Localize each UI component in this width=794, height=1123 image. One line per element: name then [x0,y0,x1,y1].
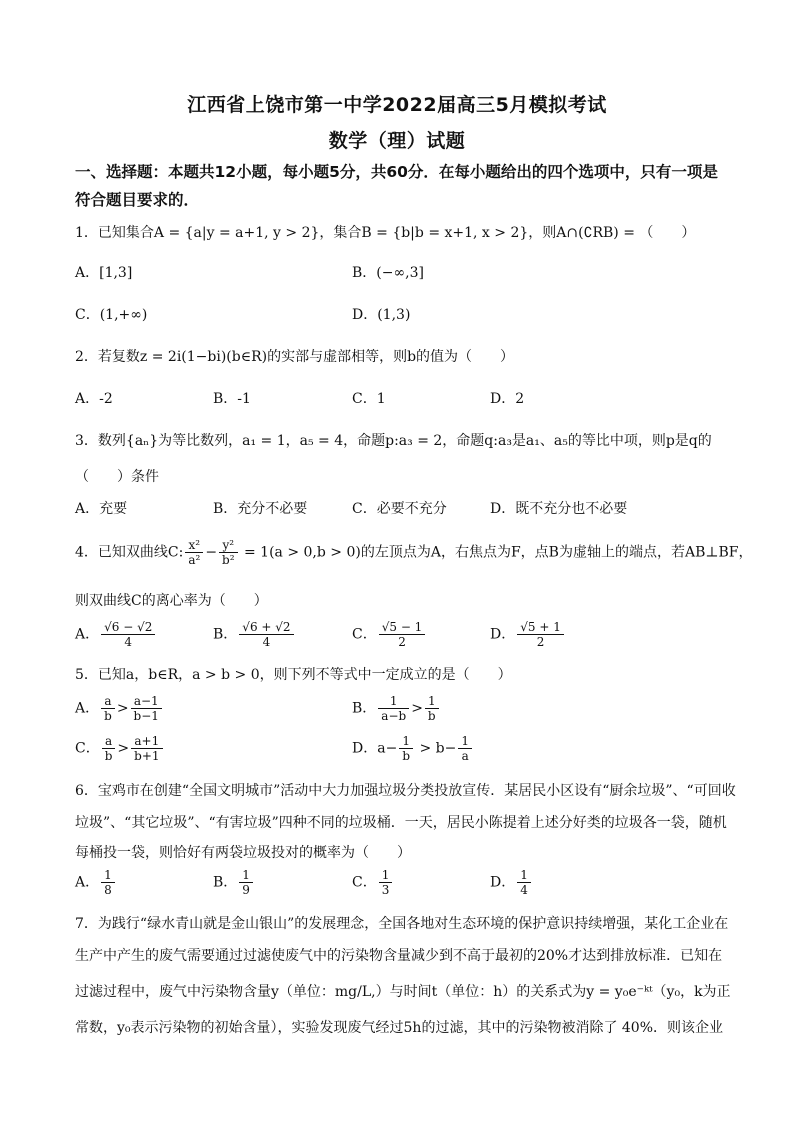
q5-option-c [75,734,165,763]
q5-d-pre: a− [377,740,398,757]
q6-option-b-num: 1 [239,868,253,883]
q2-option-a: A．-2 [75,391,113,407]
q1-stem: 1．已知集合A = {a|y = a+1, y > 2}，集合B = {b|b = x+1, x > 2}，则A∩(∁RB) = （ ） [75,225,696,241]
q6-option-c-num: 1 [379,868,393,883]
q5-d-d2: a [461,749,469,763]
q4-option-a [75,620,157,649]
q6-line-3: 每桶投一袋，则恰好有两袋垃圾投对的概率为（ ） [75,845,411,861]
q5-option-d [352,734,474,763]
q5-option-b-right [425,694,439,723]
q4-stem-prefix: 4．已知双曲线C: [75,544,184,561]
q4-option-d [490,620,566,649]
q4-y-num: y² [219,538,238,553]
q4-option-c [352,620,427,649]
q5-option-b [352,694,441,723]
q1-option-d: D．(1,3) [352,307,411,323]
q4-option-d-den: 2 [536,635,545,649]
q4-stem-suffix: = 1(a > 0,b > 0)的左顶点为A，右焦点为F，点B为虚轴上的端点，若AB⊥BF， [239,544,753,561]
q1-option-a: A．[1,3] [75,265,133,281]
q4-option-b-fraction [239,620,293,649]
q5-a-d1: b [104,709,112,723]
q4-option-b-den: 4 [262,635,271,649]
q4-option-d-fraction [517,620,564,649]
q4-option-c-den: 2 [398,635,406,649]
q5-b-d1: a−b [381,709,407,723]
q5-option-d-right [458,734,472,763]
q3-stem-line-2: （ ）条件 [75,469,159,485]
q3-stem-line-1: 3．数列{aₙ}为等比数列，a₁ = 1，a₅ = 4，命题p:a₃ = 2，命题q:a₃是a₁、a₅的等比中项，则p是q的 [75,433,712,449]
q6-line-2: 垃圾”、“其它垃圾”、“有害垃圾”四种不同的垃圾桶．一天，居民小陈提着上述分好类的垃圾各一袋，随机 [75,815,727,831]
q2-option-d: D．2 [490,391,525,407]
q4-x-den: a² [188,553,201,567]
q5-a-d2: b−1 [133,709,159,723]
q5-c-n2: a+1 [131,734,162,749]
q5-option-a [75,694,164,723]
q6-option-d-label: D． [490,874,516,891]
q5-c-d1: b [104,749,113,763]
q1-option-b: B．(−∞,3] [352,265,424,281]
q5-stem: 5．已知a，b∈R，a > b > 0，则下列不等式中一定成立的是（ ） [75,667,512,683]
q5-option-c-left [102,734,116,763]
q3-option-a: A．充要 [75,501,128,517]
q3-option-b: B．充分不必要 [213,501,308,517]
q5-option-a-right [131,694,162,723]
q4-option-b-label: B． [213,626,238,643]
q6-option-c [352,868,394,897]
page-subtitle: 数学（理）试题 [328,130,466,152]
q4-stem-line-2: 则双曲线C的离心率为（ ） [75,593,268,609]
q6-option-a-num: 1 [101,868,115,883]
q5-b-d2: b [427,709,436,723]
q4-fraction-y [219,538,238,567]
q2-option-c: C．1 [352,391,386,407]
q3-option-c: C．必要不充分 [352,501,447,517]
q5-a-rel: > [116,700,129,717]
q4-option-b-num: √6 + √2 [239,620,293,635]
q5-b-n2: 1 [425,694,439,709]
q6-option-a-fraction [101,868,115,897]
q5-a-n1: a [101,694,115,709]
q7-line-2: 生产中产生的废气需要通过过滤使废气中的污染物含量减少到不高于最初的20%才达到排放标准．已知在 [75,948,723,964]
q4-option-a-num: √6 − √2 [101,620,155,635]
q6-option-a-den: 8 [104,883,112,897]
q5-option-a-label: A． [75,700,100,717]
q1-option-c: C．(1,+∞) [75,307,148,323]
q4-option-c-num: √5 − 1 [379,620,426,635]
q5-option-c-right [131,734,162,763]
q4-option-c-label: C． [352,626,377,643]
q2-stem: 2．若复数z = 2i(1−bi)(b∈R)的实部与虚部相等，则b的值为（ ） [75,349,515,365]
q4-stem-line-1: 4．已知双曲线C: $\frac{\text{x²}}{\text{a²}}$ − $\frac{\text{y²}}{\text{b²}}$ = 1(a > 0,b > 0)的左顶点为A，右焦点为F，点B为虚轴上的端点，若AB⊥BF， [75,538,753,567]
q7-line-4: 常数，y₀表示污染物的初始含量），实验发现废气经过5h的过滤，其中的污染物被消除了 40%．则该企业 [75,1020,724,1036]
q5-d-mid: > b− [415,740,457,757]
q6-option-d-fraction [517,868,531,897]
section-heading: 一、选择题：本题共12小题，每小题5分，共60分．在每小题给出的四个选项中，只有一项是符合题目要求的． [75,163,718,209]
q6-option-d-num: 1 [517,868,531,883]
q4-option-a-den: 4 [124,635,133,649]
q6-option-c-fraction [379,868,393,897]
q6-option-d-den: 4 [520,883,528,897]
q5-c-d2: b+1 [134,749,160,763]
q5-option-b-label: B． [352,700,377,717]
q6-option-c-den: 3 [381,883,390,897]
q4-option-d-label: D． [490,626,516,643]
q6-option-a [75,868,117,897]
q5-option-b-left [378,694,409,723]
q6-option-d [490,868,533,897]
q6-option-b-den: 9 [242,883,250,897]
q7-line-3: 过滤过程中，废气中污染物含量y（单位：mg/L,）与时间t（单位：h）的关系式为y = y₀e⁻ᵏᵗ（y₀，k为正 [75,984,731,1000]
q5-option-d-left [399,734,413,763]
q6-option-b-fraction [239,868,253,897]
q5-b-rel: > [411,700,423,717]
q5-d-n1: 1 [399,734,413,749]
q5-c-n1: a [102,734,116,749]
q4-option-d-num: √5 + 1 [517,620,564,635]
q6-option-c-label: C． [352,874,377,891]
q5-b-n1: 1 [378,694,409,709]
q4-option-a-label: A． [75,626,100,643]
q4-y-den: b² [222,553,235,567]
q5-c-rel: > [117,740,130,757]
q4-option-a-fraction [101,620,155,649]
q6-option-b [213,868,255,897]
q6-line-1: 6．宝鸡市在创建“全国文明城市”活动中大力加强垃圾分类投放宣传．某居民小区设有“厨余垃圾”、“可回收 [75,783,736,799]
q3-option-d: D．既不充分也不必要 [490,501,628,517]
q4-option-c-fraction [379,620,426,649]
page-title: 江西省上饶市第一中学2022届高三5月模拟考试 [187,94,607,116]
q6-option-b-label: B． [213,874,238,891]
q7-line-1: 7．为践行“绿水青山就是金山银山”的发展理念，全国各地对生态环境的保护意识持续增强，某化工企业在 [75,916,729,932]
q5-d-d1: b [402,749,410,763]
q6-option-a-label: A． [75,874,100,891]
q5-option-c-label: C． [75,740,100,757]
q5-option-a-left [101,694,115,723]
q4-x-num: x² [185,538,203,553]
q4-fraction-x [185,538,203,567]
q2-option-b: B．-1 [213,391,251,407]
q4-option-b [213,620,296,649]
q5-a-n2: a−1 [131,694,162,709]
q5-option-d-label: D． [352,740,378,757]
q5-d-n2: 1 [458,734,472,749]
